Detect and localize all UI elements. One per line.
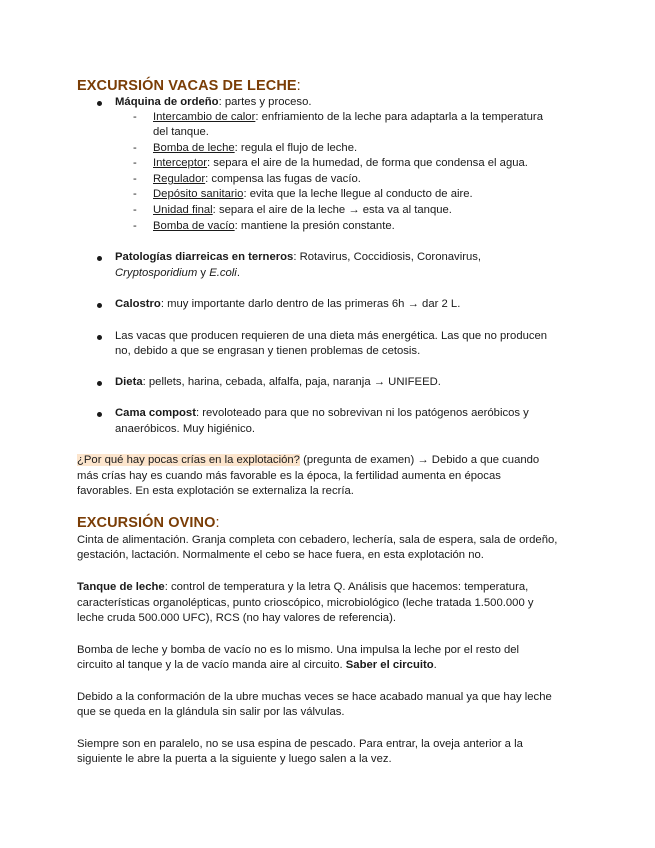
ovino-p2-line1: [77, 580, 528, 595]
calostro-text: : muy importante darlo dentro de las primeras 6h → dar 2 L.: [160, 298, 461, 310]
patologias-italic-1: Cryptosporidium: [115, 267, 198, 279]
sub-item-desc: del tanque.: [153, 126, 209, 138]
sub-item-bomba-leche: [153, 141, 357, 156]
heading-vacas-text: EXCURSIÓN VACAS DE LECHE: [77, 78, 297, 94]
cama-text: : revoloteado para que no sobrevivan ni los patógenos aeróbicos y: [195, 407, 529, 419]
ovino-p2-line2-text: características organolépticas, punto crioscópico, microbiológico (leche tratada 1.500.000 y: [77, 597, 534, 609]
heading-ovino-text: EXCURSIÓN OVINO: [77, 515, 216, 531]
sub-item-term: Intercambio de calor: [153, 111, 256, 123]
sub-item-desc: : separa el aire de la humedad, de forma que condensa el agua.: [207, 157, 528, 169]
sub-item-desc: : separa el aire de la leche → esta va al tanque.: [212, 204, 452, 216]
tanque-text: : control de temperatura y la letra Q. Análisis que hacemos: temperatura,: [164, 581, 529, 593]
pregunta-line1: [77, 453, 539, 468]
ovino-p5-line2-text: siguiente le abre la puerta a la siguiente y luego salen a la vez.: [77, 753, 392, 765]
sub-item-term: Interceptor: [153, 157, 208, 169]
bullet-dot: [97, 335, 102, 340]
ovino-p1-line1-text: Cinta de alimentación. Granja completa con cebadero, lechería, sala de espera, sala de ordeño,: [77, 534, 558, 546]
ovino-p1-line2: [77, 548, 484, 563]
pregunta-line3: [77, 484, 354, 499]
bullet-dot: [97, 303, 102, 308]
bullet-dot: [97, 412, 102, 417]
ovino-p1-line1: [77, 533, 557, 548]
patologias-dot: .: [236, 267, 240, 279]
dieta-text: : pellets, harina, cebada, alfalfa, paja, naranja → UNIFEED.: [142, 376, 441, 388]
sub-item-desc: : evita que la leche llegue al conducto de aire.: [243, 188, 473, 200]
sub-item-desc: : mantiene la presión constante.: [234, 220, 395, 232]
list-item-cama: [115, 406, 529, 421]
heading-ovino-colon: :: [215, 515, 220, 531]
sub-item-unidad-final: [153, 203, 452, 218]
patologias-y: y: [197, 267, 210, 279]
bullet-dot: [97, 101, 102, 106]
ovino-p5-line2: [77, 752, 392, 767]
bullet-dot: [97, 256, 102, 261]
ovino-p3-bold: Saber el circuito: [345, 659, 434, 671]
dash-marker: -: [133, 220, 137, 232]
dieta-energetica-line1: Las vacas que producen requieren de una dieta más energética. Las que no producen: [115, 330, 548, 342]
ovino-p4-line1-text: Debido a la conformación de la ubre muchas veces se hace acabado manual ya que hay leche: [77, 691, 552, 703]
ovino-p3-line2-text: circuito al tanque y la de vacío manda aire al circuito.: [77, 659, 346, 671]
dash-marker: -: [133, 157, 137, 169]
sub-item-term: Bomba de vacío: [153, 220, 235, 232]
sub-item-regulador: [153, 172, 361, 187]
sub-item-desc: : enfriamiento de la leche para adaptarla a la temperatura: [255, 111, 543, 123]
sub-item-bomba-vacio: [153, 219, 395, 234]
sub-item-desc: : regula el flujo de leche.: [234, 142, 358, 154]
ovino-p2-line2: [77, 596, 534, 611]
pregunta-highlight: ¿Por qué hay pocas crías en la explotación?: [77, 454, 300, 466]
sub-item-term: Bomba de leche: [153, 142, 235, 154]
sub-item-desc: : compensa las fugas de vacío.: [205, 173, 361, 185]
calostro-label: Calostro: [115, 298, 161, 310]
heading-ovino: [77, 515, 220, 531]
ovino-p5-line1: [77, 737, 523, 752]
bullet-dot: [97, 381, 102, 386]
cama-label: Cama compost: [115, 407, 196, 419]
dieta-label: Dieta: [115, 376, 143, 388]
dash-marker: -: [133, 142, 137, 154]
pregunta-line2-text: más crías hay es cuando más favorable es la época, la fertilidad aumenta en épocas: [77, 470, 501, 482]
ovino-p3-line2: [77, 658, 437, 673]
ovino-p4-line2-text: que se queda en la glándula sin salir por las válvulas.: [77, 706, 345, 718]
patologias-italic-2: E.coli: [209, 267, 237, 279]
heading-vacas: [77, 78, 301, 94]
ovino-p4-line2: [77, 705, 345, 720]
ovino-p1-line2-text: gestación, lactación. Normalmente el cebo se hace fuera, en esta explotación no.: [77, 549, 484, 561]
dash-marker: -: [133, 173, 137, 185]
cama-line2-text: anaeróbicos. Muy higiénico.: [115, 423, 256, 435]
ovino-p3-line1: [77, 643, 519, 658]
dieta-energetica-line2-text: no, debido a que se engrasan y tienen problemas de cetosis.: [115, 345, 421, 357]
ovino-p4-line1: [77, 690, 552, 705]
pregunta-line3-text: favorables. En esta explotación se externaliza la recría.: [77, 485, 354, 497]
ovino-p3-line1-text: Bomba de leche y bomba de vacío no es lo mismo. Una impulsa la leche por el resto del: [77, 644, 520, 656]
list-item-maquina: [115, 95, 312, 110]
dash-marker: -: [133, 188, 137, 200]
patologias-line2: [115, 266, 240, 281]
heading-vacas-colon: :: [296, 78, 301, 94]
sub-item-term: Depósito sanitario: [153, 188, 244, 200]
pregunta-line2: [77, 469, 501, 484]
tanque-label: Tanque de leche: [77, 581, 165, 593]
list-item-dieta: [115, 375, 441, 390]
list-item-dieta-energetica: [115, 329, 547, 344]
pregunta-rest: (pregunta de examen) → Debido a que cuando: [299, 454, 540, 466]
ovino-p2-line3: [77, 611, 396, 626]
ovino-p2-line3-text: leche cruda 500.000 UFC), RCS (no hay valores de referencia).: [77, 612, 396, 624]
list-item-patologias: [115, 250, 481, 265]
patologias-label: Patologías diarreicas en terneros: [115, 251, 294, 263]
patologias-text: : Rotavirus, Coccidiosis, Coronavirus,: [293, 251, 482, 263]
maquina-label: Máquina de ordeño: [115, 96, 219, 108]
sub-item-term: Regulador: [153, 173, 206, 185]
dash-marker: -: [133, 204, 137, 216]
dash-marker: -: [133, 111, 137, 123]
maquina-text: : partes y proceso.: [218, 96, 312, 108]
cama-line2: [115, 422, 255, 437]
list-item-calostro: [115, 297, 460, 312]
sub-item-deposito: [153, 187, 473, 202]
sub-item-term: Unidad final: [153, 204, 213, 216]
sub-item-intercambio: [153, 110, 543, 125]
ovino-p5-line1-text: Siempre son en paralelo, no se usa espina de pescado. Para entrar, la oveja anterior a la: [77, 738, 523, 750]
dieta-energetica-line2: [115, 344, 420, 359]
sub-item-interceptor: [153, 156, 528, 171]
sub-item-continuation: [153, 125, 209, 140]
ovino-p3-dot: .: [433, 659, 437, 671]
